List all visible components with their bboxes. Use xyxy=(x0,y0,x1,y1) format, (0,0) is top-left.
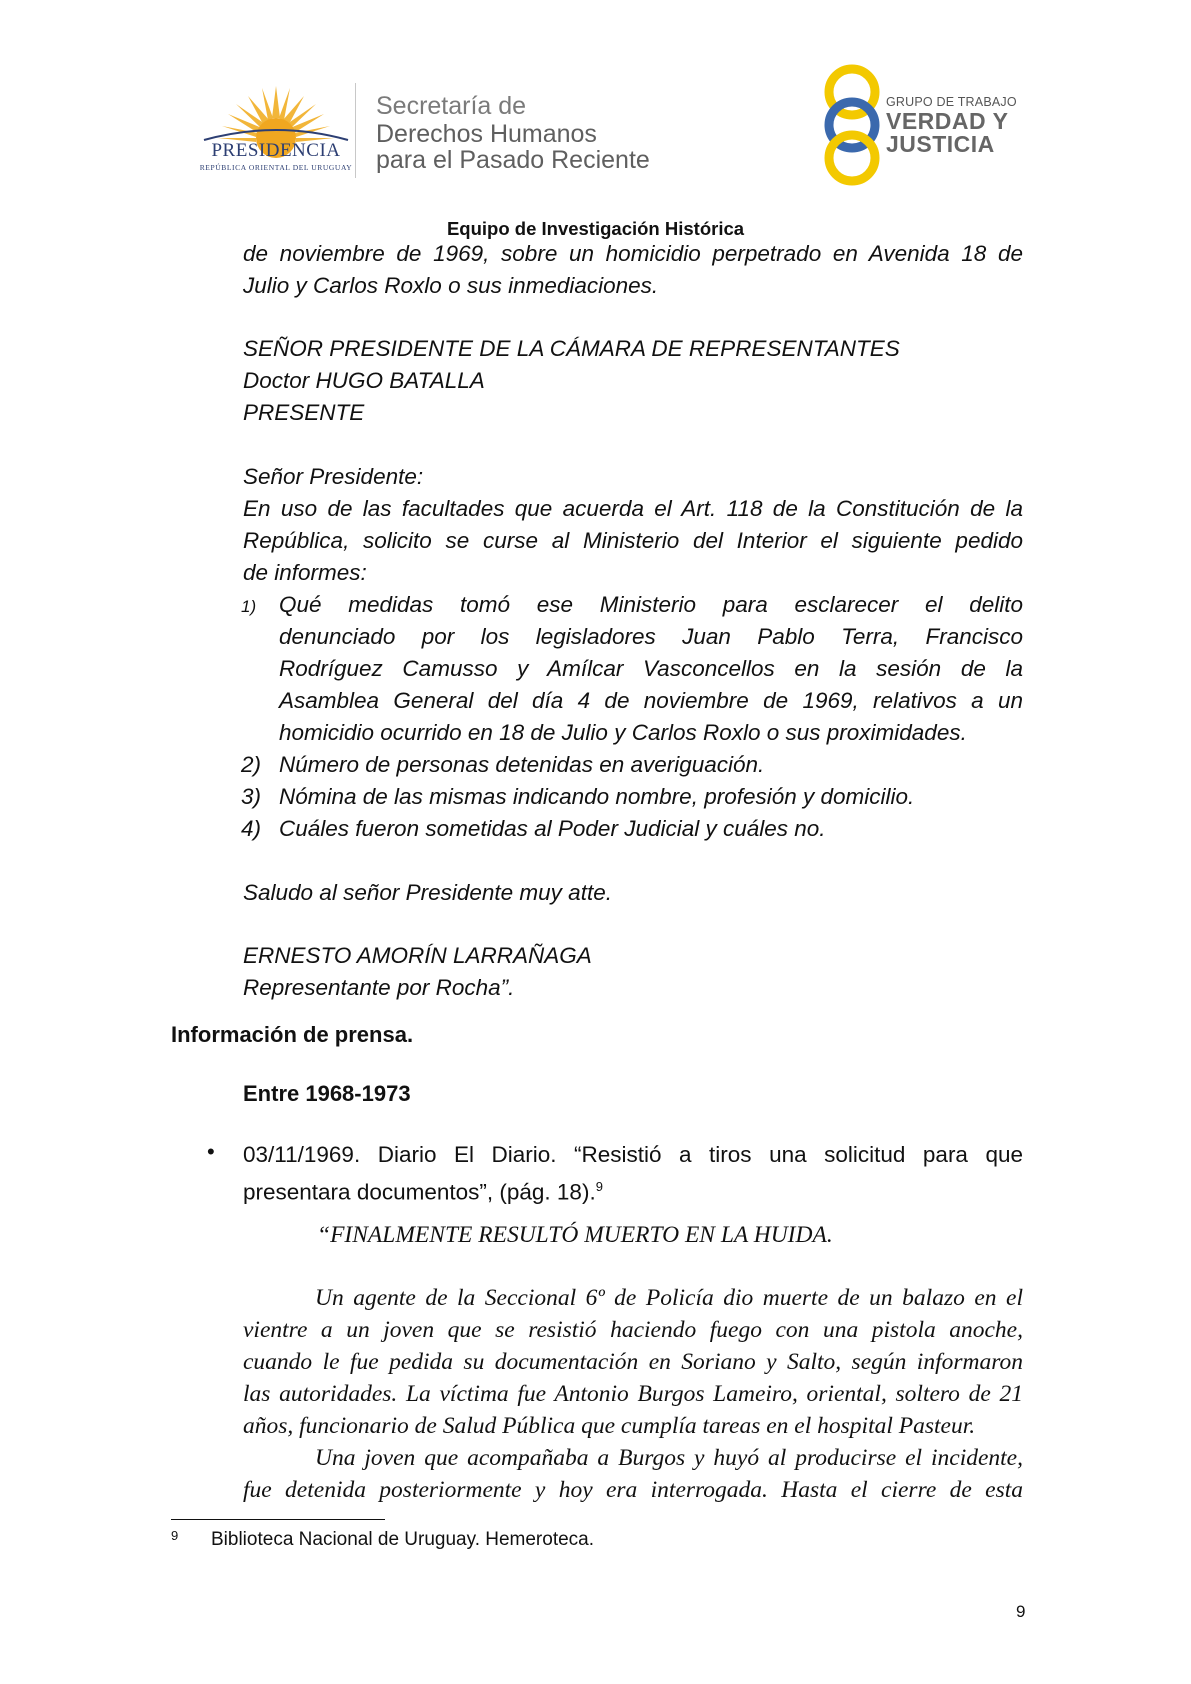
quote-line-7: fue detenida posteriormente y hoy era interrogada. Hasta el cierre de esta xyxy=(243,1477,1023,1503)
bullet-icon: • xyxy=(207,1139,215,1164)
list-number-2: 2) xyxy=(241,752,262,777)
list-item-1-line-1: Qué medidas tomó ese Ministerio para esclarecer el delito xyxy=(279,592,1023,617)
paragraph-line-2: República, solicito se curse al Ministerio del Interior el siguiente pedido xyxy=(243,528,1023,553)
addressee-line-2: Doctor HUGO BATALLA xyxy=(243,368,485,393)
quote-line-1: Un agente de la Seccional 6º de Policía dio muerte de un balazo en el xyxy=(315,1285,1023,1311)
press-entry-line-1: 03/11/1969. Diario El Diario. “Resistió a tiros una solicitud para que xyxy=(243,1142,1023,1167)
verdad-justicia-rings-logo xyxy=(812,64,892,186)
list-number-1: 1) xyxy=(241,597,257,616)
paragraph-line-3: de informes: xyxy=(243,560,367,585)
press-period: Entre 1968-1973 xyxy=(243,1081,411,1106)
closing-line: Saludo al señor Presidente muy atte. xyxy=(243,880,612,905)
signer-role: Representante por Rocha”. xyxy=(243,975,515,1000)
quote-title: “FINALMENTE RESULTÓ MUERTO EN LA HUIDA. xyxy=(317,1222,833,1248)
verdad-label: VERDAD Y xyxy=(886,108,1009,134)
quote-line-3: cuando le fue pedida su documentación en Soriano y Salto, según informaron xyxy=(243,1349,1023,1375)
quote-line-6: Una joven que acompañaba a Burgos y huyó al producirse el incidente, xyxy=(315,1445,1023,1471)
presidencia-wordmark: PRESIDENCIA xyxy=(211,140,341,161)
secretaria-line-3: para el Pasado Reciente xyxy=(376,146,650,174)
equipo-heading: Equipo de Investigación Histórica xyxy=(446,218,745,239)
list-number-4: 4) xyxy=(241,816,262,841)
grupo-trabajo-label: GRUPO DE TRABAJO xyxy=(886,95,1017,109)
press-entry-text: presentara documentos”, (pág. 18). xyxy=(243,1179,596,1205)
header-divider xyxy=(355,83,356,178)
justicia-label: JUSTICIA xyxy=(886,131,995,157)
intro-line-2: Julio y Carlos Roxlo o sus inmediaciones. xyxy=(243,273,659,298)
list-number-3: 3) xyxy=(241,784,262,809)
quote-line-2: vientre a un joven que se resistió haciendo fuego con una pistola anoche, xyxy=(243,1317,1023,1343)
press-heading: Información de prensa. xyxy=(171,1022,414,1047)
footnote-reference[interactable]: 9 xyxy=(595,1179,603,1194)
footnote-number: 9 xyxy=(171,1528,179,1543)
list-item-1-line-3: Rodríguez Camusso y Amílcar Vasconcellos en la sesión de la xyxy=(279,656,1023,681)
salutation: Señor Presidente: xyxy=(243,464,424,489)
list-item-1-line-4: Asamblea General del día 4 de noviembre de 1969, relativos a un xyxy=(279,688,1023,713)
presidencia-subtitle: REPÚBLICA ORIENTAL DEL URUGUAY xyxy=(199,163,353,172)
footnote-text: Biblioteca Nacional de Uruguay. Hemeroteca. xyxy=(211,1529,595,1550)
list-item-4: Cuáles fueron sometidas al Poder Judicial y cuáles no. xyxy=(279,816,826,841)
list-item-1-line-5: homicidio ocurrido en 18 de Julio y Carlos Roxlo o sus proximidades. xyxy=(279,720,967,745)
press-entry-line-2 xyxy=(243,1171,603,1209)
addressee-line-1: SEÑOR PRESIDENTE DE LA CÁMARA DE REPRESENTANTES xyxy=(243,336,900,361)
list-item-2: Número de personas detenidas en averiguación. xyxy=(279,752,765,777)
quote-line-4: las autoridades. La víctima fue Antonio Burgos Lameiro, oriental, soltero de 21 xyxy=(243,1381,1023,1407)
secretaria-line-1: Secretaría de xyxy=(376,92,527,120)
intro-line-1: de noviembre de 1969, sobre un homicidio perpetrado en Avenida 18 de xyxy=(243,241,1023,266)
paragraph-line-1: En uso de las facultades que acuerda el Art. 118 de la Constitución de la xyxy=(243,496,1023,521)
list-item-3: Nómina de las mismas indicando nombre, profesión y domicilio. xyxy=(279,784,915,809)
secretaria-line-2: Derechos Humanos xyxy=(376,120,597,148)
quote-line-5: años, funcionario de Salud Pública que cumplía tareas en el hospital Pasteur. xyxy=(243,1413,976,1439)
signer-name: ERNESTO AMORÍN LARRAÑAGA xyxy=(243,943,592,968)
page-number: 9 xyxy=(1016,1602,1026,1621)
addressee-line-3: PRESENTE xyxy=(243,400,365,425)
list-item-1-line-2: denunciado por los legisladores Juan Pablo Terra, Francisco xyxy=(279,624,1023,649)
footnote-separator xyxy=(171,1519,385,1520)
